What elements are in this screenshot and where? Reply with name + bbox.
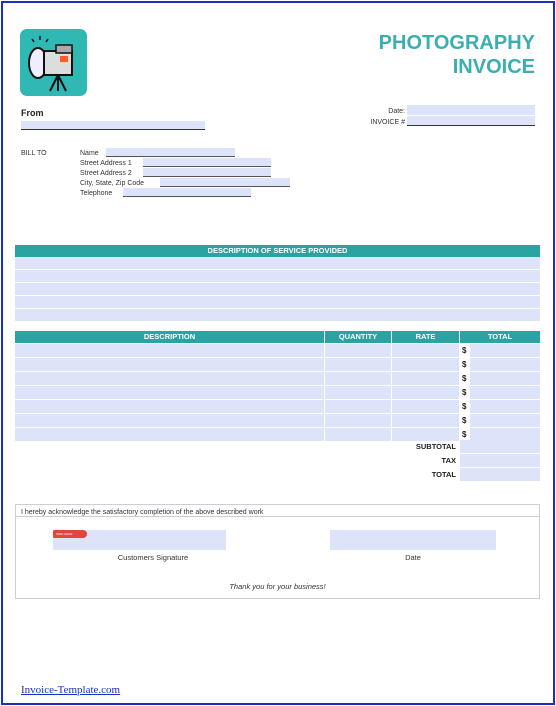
table-row <box>15 344 540 358</box>
sign-here-tag: SIGN HERE <box>53 530 87 538</box>
item-description-cell[interactable] <box>15 358 325 372</box>
bill-telephone-label: Telephone <box>80 190 113 197</box>
item-total-field[interactable] <box>470 400 540 414</box>
item-description-cell[interactable] <box>15 372 325 386</box>
item-quantity-cell[interactable] <box>325 344 392 358</box>
tax-field[interactable] <box>460 454 540 467</box>
bill-name-field[interactable] <box>106 148 235 157</box>
item-description-cell[interactable] <box>15 386 325 400</box>
item-rate-cell[interactable] <box>392 414 460 428</box>
table-row <box>15 414 540 428</box>
footer-link[interactable]: Invoice-Template.com <box>21 684 121 696</box>
from-field[interactable] <box>21 121 205 130</box>
item-rate-cell[interactable] <box>392 428 460 442</box>
bill-to-label: BILL TO <box>21 150 47 157</box>
subtotal-label: SUBTOTAL <box>415 442 456 451</box>
item-rate-cell[interactable] <box>392 358 460 372</box>
from-label: From <box>21 108 44 118</box>
bill-name-label: Name <box>80 150 99 157</box>
item-description-cell[interactable] <box>15 414 325 428</box>
item-quantity-cell[interactable] <box>325 358 392 372</box>
col-description: DESCRIPTION <box>15 331 325 343</box>
currency-symbol: $ <box>460 428 470 442</box>
service-header: DESCRIPTION OF SERVICE PROVIDED <box>15 245 540 257</box>
currency-symbol: $ <box>460 414 470 428</box>
bill-street1-label: Street Address 1 <box>80 160 132 167</box>
item-quantity-cell[interactable] <box>325 414 392 428</box>
sign-date-field[interactable] <box>330 530 496 550</box>
item-description-cell[interactable] <box>15 400 325 414</box>
col-total: TOTAL <box>460 331 540 343</box>
item-description-cell[interactable] <box>15 344 325 358</box>
item-total-cell[interactable] <box>460 386 540 400</box>
item-total-field[interactable] <box>470 386 540 400</box>
item-rate-cell[interactable] <box>392 372 460 386</box>
item-description-cell[interactable] <box>15 428 325 442</box>
date-field[interactable] <box>407 105 535 115</box>
currency-symbol: $ <box>460 344 470 358</box>
acknowledgement-text: I hereby acknowledge the satisfactory completion of the above described work <box>21 509 264 516</box>
item-total-cell[interactable] <box>460 414 540 428</box>
sign-date-label: Date <box>405 553 421 562</box>
service-description-area[interactable] <box>15 257 540 321</box>
item-quantity-cell[interactable] <box>325 428 392 442</box>
total-label: TOTAL <box>431 470 456 479</box>
item-total-cell[interactable] <box>460 344 540 358</box>
item-quantity-cell[interactable] <box>325 372 392 386</box>
bill-city-label: City, State, Zip Code <box>80 180 145 187</box>
bill-street2-label: Street Address 2 <box>80 170 132 177</box>
currency-symbol: $ <box>460 400 470 414</box>
item-quantity-cell[interactable] <box>325 386 392 400</box>
invoice-number-label: INVOICE # <box>370 119 405 126</box>
table-row <box>15 386 540 400</box>
items-header-row <box>15 331 540 344</box>
table-row <box>15 372 540 386</box>
items-body <box>15 344 540 442</box>
item-total-field[interactable] <box>470 414 540 428</box>
item-total-field[interactable] <box>470 344 540 358</box>
table-row <box>15 358 540 372</box>
col-rate: RATE <box>392 331 460 343</box>
thank-you-text: Thank you for your business! <box>229 582 326 591</box>
currency-symbol: $ <box>460 372 470 386</box>
invoice-title <box>379 31 535 79</box>
item-total-field[interactable] <box>470 358 540 372</box>
currency-symbol: $ <box>460 358 470 372</box>
item-total-cell[interactable] <box>460 400 540 414</box>
customer-signature-label: Customers Signature <box>117 553 189 562</box>
title-line-1: PHOTOGRAPHY <box>378 32 535 54</box>
col-quantity: QUANTITY <box>325 331 392 343</box>
item-rate-cell[interactable] <box>392 344 460 358</box>
item-quantity-cell[interactable] <box>325 400 392 414</box>
camera-logo-icon <box>20 29 87 96</box>
date-label: Date: <box>388 108 405 115</box>
title-line-2: INVOICE <box>452 56 535 78</box>
tax-label: TAX <box>441 456 456 465</box>
subtotal-field[interactable] <box>460 440 540 453</box>
bill-telephone-field[interactable] <box>123 188 251 197</box>
item-total-field[interactable] <box>470 372 540 386</box>
bill-street2-field[interactable] <box>143 168 271 177</box>
item-rate-cell[interactable] <box>392 386 460 400</box>
currency-symbol: $ <box>460 386 470 400</box>
total-field[interactable] <box>460 468 540 481</box>
item-rate-cell[interactable] <box>392 400 460 414</box>
item-total-cell[interactable] <box>460 358 540 372</box>
table-row <box>15 400 540 414</box>
ack-divider <box>15 516 540 517</box>
bill-street1-field[interactable] <box>143 158 271 167</box>
item-total-cell[interactable] <box>460 372 540 386</box>
bill-city-field[interactable] <box>160 178 290 187</box>
invoice-number-field[interactable] <box>407 116 535 126</box>
